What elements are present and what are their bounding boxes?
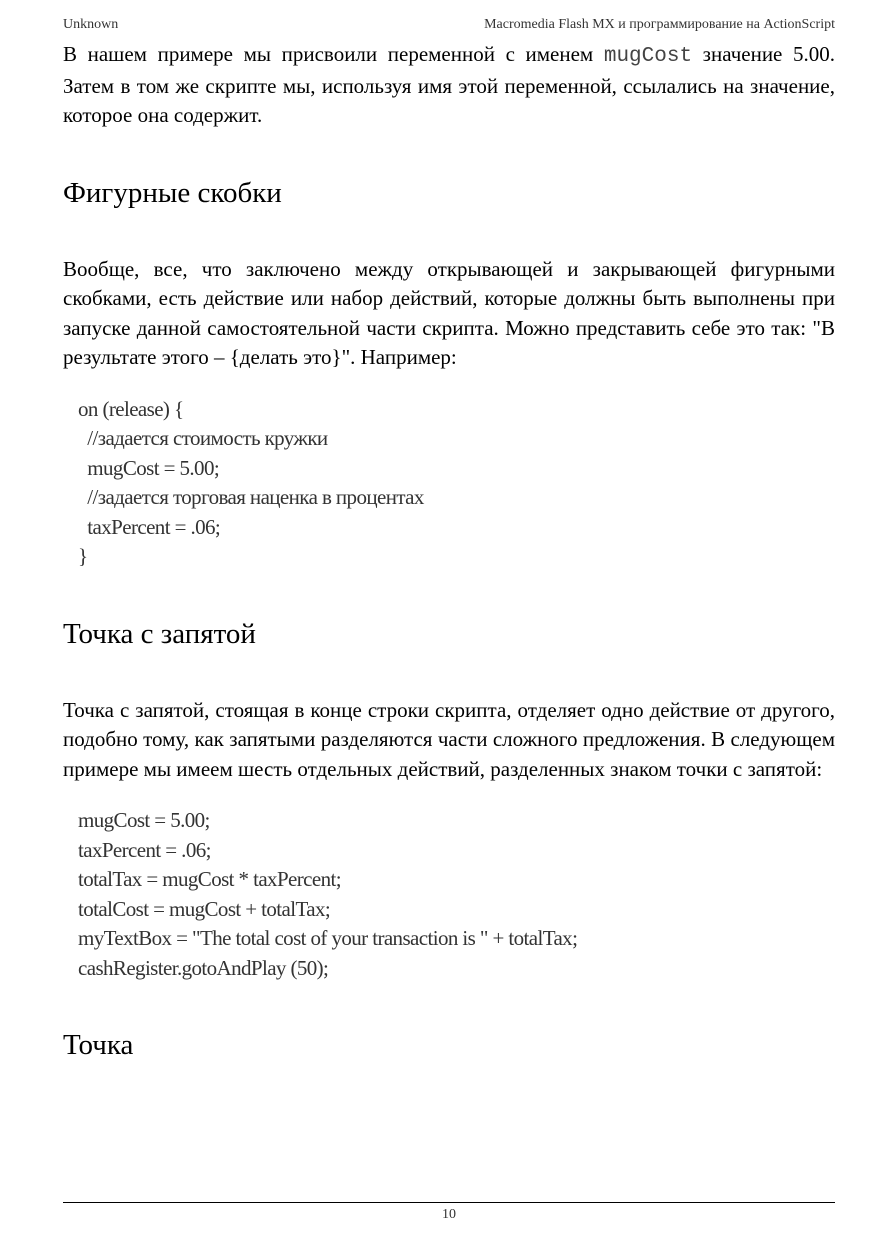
heading-curly-braces: Фигурные скобки <box>63 176 282 209</box>
intro-paragraph <box>63 40 835 131</box>
intro-text-before: В нашем примере мы присвоили переменной с именем <box>63 42 604 66</box>
inline-code-mugcost: mugCost <box>603 45 693 68</box>
code-line: mugCost = 5.00; <box>78 455 220 480</box>
code-line: mugCost = 5.00; <box>78 808 210 832</box>
intro-text-after: значение 5.00. Затем в том же скрипте мы, используя имя этой переменной, ссылались на значение, которое она содержит. <box>63 42 835 127</box>
code-block-semicolon <box>63 806 835 983</box>
page-content <box>63 40 835 1063</box>
code-line: myTextBox = "The total cost of your transaction is " + totalTax; <box>78 926 578 950</box>
code-block-curly-braces <box>63 395 835 572</box>
code-line: //задается торговая наценка в процентах <box>78 485 424 509</box>
page-number: 10 <box>442 1207 456 1222</box>
code-line: cashRegister.gotoAndPlay (50); <box>78 955 329 980</box>
code-line: taxPercent = .06; <box>78 514 221 539</box>
document-page <box>63 0 835 1241</box>
code-line: totalCost = mugCost + totalTax; <box>78 896 331 921</box>
heading-semicolon: Точка с запятой <box>63 617 256 650</box>
code-line: on (release) { <box>78 396 184 421</box>
code-line: totalTax = mugCost * taxPercent; <box>78 867 341 891</box>
heading-dot: Точка <box>63 1029 134 1061</box>
code-line: } <box>78 544 88 568</box>
paragraph-semicolon: Точка с запятой, стоящая в конце строки скрипта, отделяет одно действие от другого, подобно тому, как запятыми разделяются части сложного предложения. В следующем примере мы имеем шесть отдельных действий, разделенных знаком точки с запятой: <box>63 697 835 781</box>
footer-divider <box>63 1202 835 1203</box>
header-book-title: Macromedia Flash MX и программирование на ActionScript <box>484 17 835 32</box>
running-header <box>63 16 835 34</box>
paragraph-curly-braces: Вообще, все, что заключено между открывающей и закрывающей фигурными скобками, есть действие или набор действий, которые должны быть выполнены при запуске данной самостоятельной части скрипта. Можно представить себе это так: "В результате этого – {делать это}". Например: <box>63 256 835 369</box>
code-line: //задается стоимость кружки <box>78 426 328 450</box>
header-author: Unknown <box>63 17 119 32</box>
code-line: taxPercent = .06; <box>78 837 211 862</box>
